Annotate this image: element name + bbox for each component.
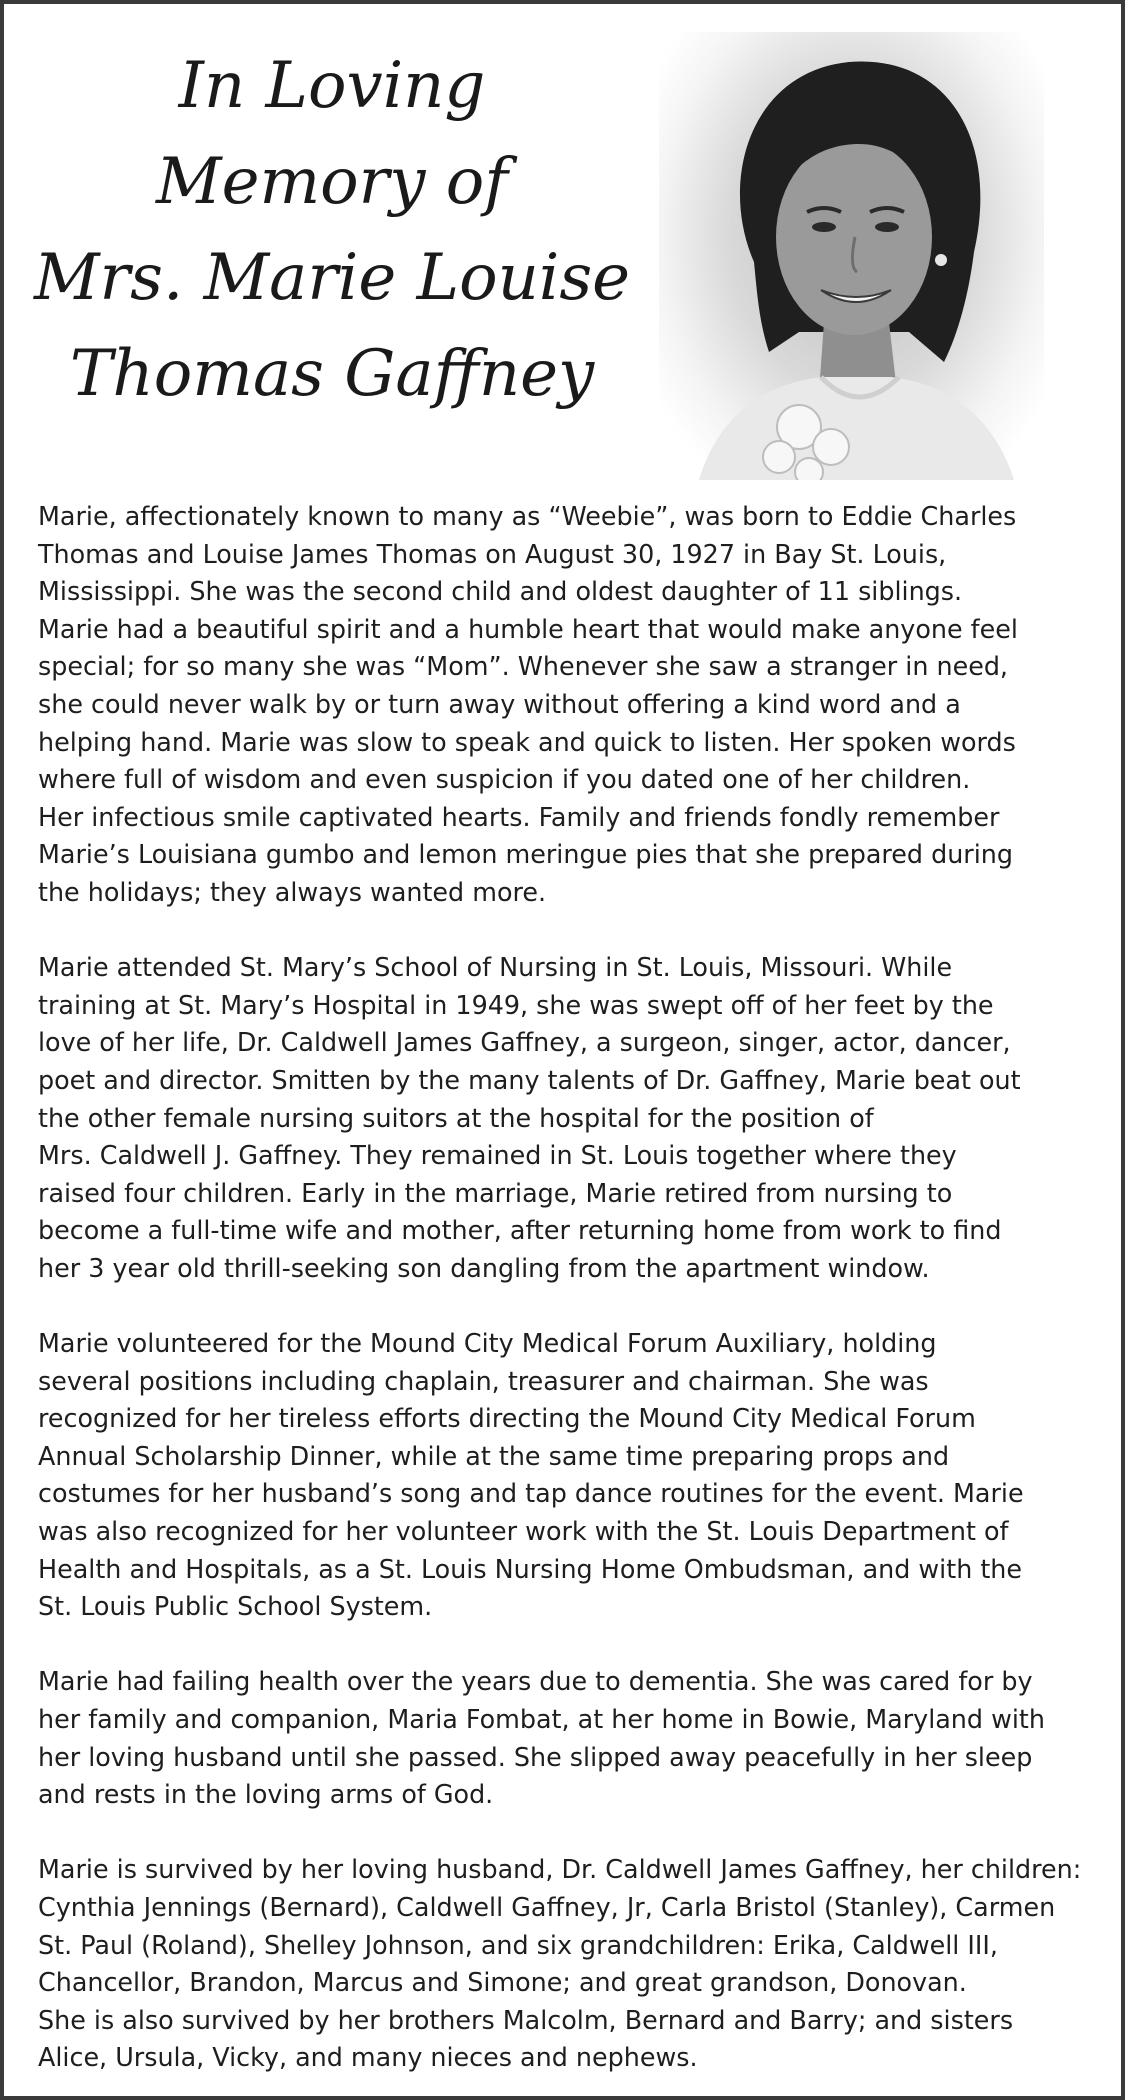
- text-line: the other female nursing suitors at the hospital for the position of: [38, 1102, 874, 1133]
- title-line: In Loving: [178, 49, 486, 123]
- paragraph-early-life: [38, 498, 1108, 912]
- text-line: become a full-time wife and mother, after returning home from work to find: [38, 1215, 1002, 1246]
- title-line: Mrs. Marie Louise: [33, 241, 631, 315]
- text-line: Marie’s Louisiana gumbo and lemon meringue pies that she prepared during: [38, 839, 1013, 870]
- paragraph-volunteer: [38, 1325, 1108, 1626]
- title-line: Memory of: [156, 145, 508, 219]
- text-line: was also recognized for her volunteer work with the St. Louis Department of: [38, 1516, 1009, 1547]
- text-line: Her infectious smile captivated hearts. Family and friends fondly remember: [38, 801, 1000, 832]
- text-line: Marie attended St. Mary’s School of Nursing in St. Louis, Missouri. While: [38, 952, 953, 983]
- text-line: Health and Hospitals, as a St. Louis Nursing Home Ombudsman, and with the: [38, 1553, 1023, 1584]
- obituary-header: [4, 4, 1121, 482]
- text-line: Chancellor, Brandon, Marcus and Simone; and great grandson, Donovan.: [38, 1967, 967, 1998]
- text-line: several positions including chaplain, treasurer and chairman. She was: [38, 1365, 929, 1396]
- text-line: the holidays; they always wanted more.: [38, 876, 547, 907]
- text-line: Marie volunteered for the Mound City Medical Forum Auxiliary, holding: [38, 1328, 937, 1359]
- text-line: She is also survived by her brothers Malcolm, Bernard and Barry; and sisters: [38, 2004, 1014, 2035]
- text-line: Marie had failing health over the years due to dementia. She was cared for by: [38, 1666, 1033, 1697]
- text-line: poet and director. Smitten by the many talents of Dr. Gaffney, Marie beat out: [38, 1064, 1021, 1095]
- obituary-text: [38, 498, 1108, 2077]
- paragraph-survivors: [38, 1851, 1108, 2077]
- text-line: recognized for her tireless efforts directing the Mound City Medical Forum: [38, 1403, 976, 1434]
- text-line: Marie, affectionately known to many as “Weebie”, was born to Eddie Charles: [38, 501, 1017, 531]
- text-line: Cynthia Jennings (Bernard), Caldwell Gaffney, Jr, Carla Bristol (Stanley), Carmen: [38, 1891, 1056, 1922]
- paragraph-passing: [38, 1663, 1108, 1813]
- text-line: Marie is survived by her loving husband, Dr. Caldwell James Gaffney, her children:: [38, 1854, 1082, 1885]
- text-line: costumes for her husband’s song and tap dance routines for the event. Marie: [38, 1478, 1024, 1509]
- text-line: raised four children. Early in the marriage, Marie retired from nursing to: [38, 1177, 953, 1208]
- text-line: her family and companion, Maria Fombat, at her home in Bowie, Maryland with: [38, 1704, 1045, 1734]
- text-line: and rests in the loving arms of God.: [38, 1779, 494, 1810]
- title-line: Thomas Gaffney: [69, 337, 595, 411]
- text-line: Mrs. Caldwell J. Gaffney. They remained in St. Louis together where they: [38, 1140, 957, 1171]
- text-line: St. Paul (Roland), Shelley Johnson, and six grandchildren: Erika, Caldwell III,: [38, 1929, 998, 1960]
- text-line: special; for so many she was “Mom”. Whenever she saw a stranger in need,: [38, 651, 1009, 682]
- text-line: training at St. Mary’s Hospital in 1949, she was swept off of her feet by the: [38, 989, 994, 1020]
- text-line: St. Louis Public School System.: [38, 1591, 433, 1622]
- text-line: Marie had a beautiful spirit and a humble heart that would make anyone feel: [38, 613, 1018, 644]
- text-line: Annual Scholarship Dinner, while at the same time preparing props and: [38, 1440, 950, 1471]
- text-line: her loving husband until she passed. She slipped away peacefully in her sleep: [38, 1741, 1033, 1772]
- text-line: she could never walk by or turn away without offering a kind word and a: [38, 688, 961, 719]
- text-line: Alice, Ursula, Vicky, and many nieces and nephews.: [38, 2042, 698, 2073]
- text-line: Mississippi. She was the second child and oldest daughter of 11 siblings.: [38, 576, 963, 607]
- text-line: where full of wisdom and even suspicion if you dated one of her children.: [38, 764, 971, 795]
- memorial-title: [22, 38, 642, 422]
- text-line: Thomas and Louise James Thomas on August 30, 1927 in Bay St. Louis,: [38, 538, 947, 569]
- text-line: love of her life, Dr. Caldwell James Gaffney, a surgeon, singer, actor, dancer,: [38, 1027, 1011, 1058]
- portrait-photo: [659, 32, 1044, 480]
- paragraph-nursing-marriage: [38, 949, 1108, 1287]
- text-line: her 3 year old thrill-seeking son dangling from the apartment window.: [38, 1252, 930, 1283]
- text-line: helping hand. Marie was slow to speak and quick to listen. Her spoken words: [38, 726, 1016, 757]
